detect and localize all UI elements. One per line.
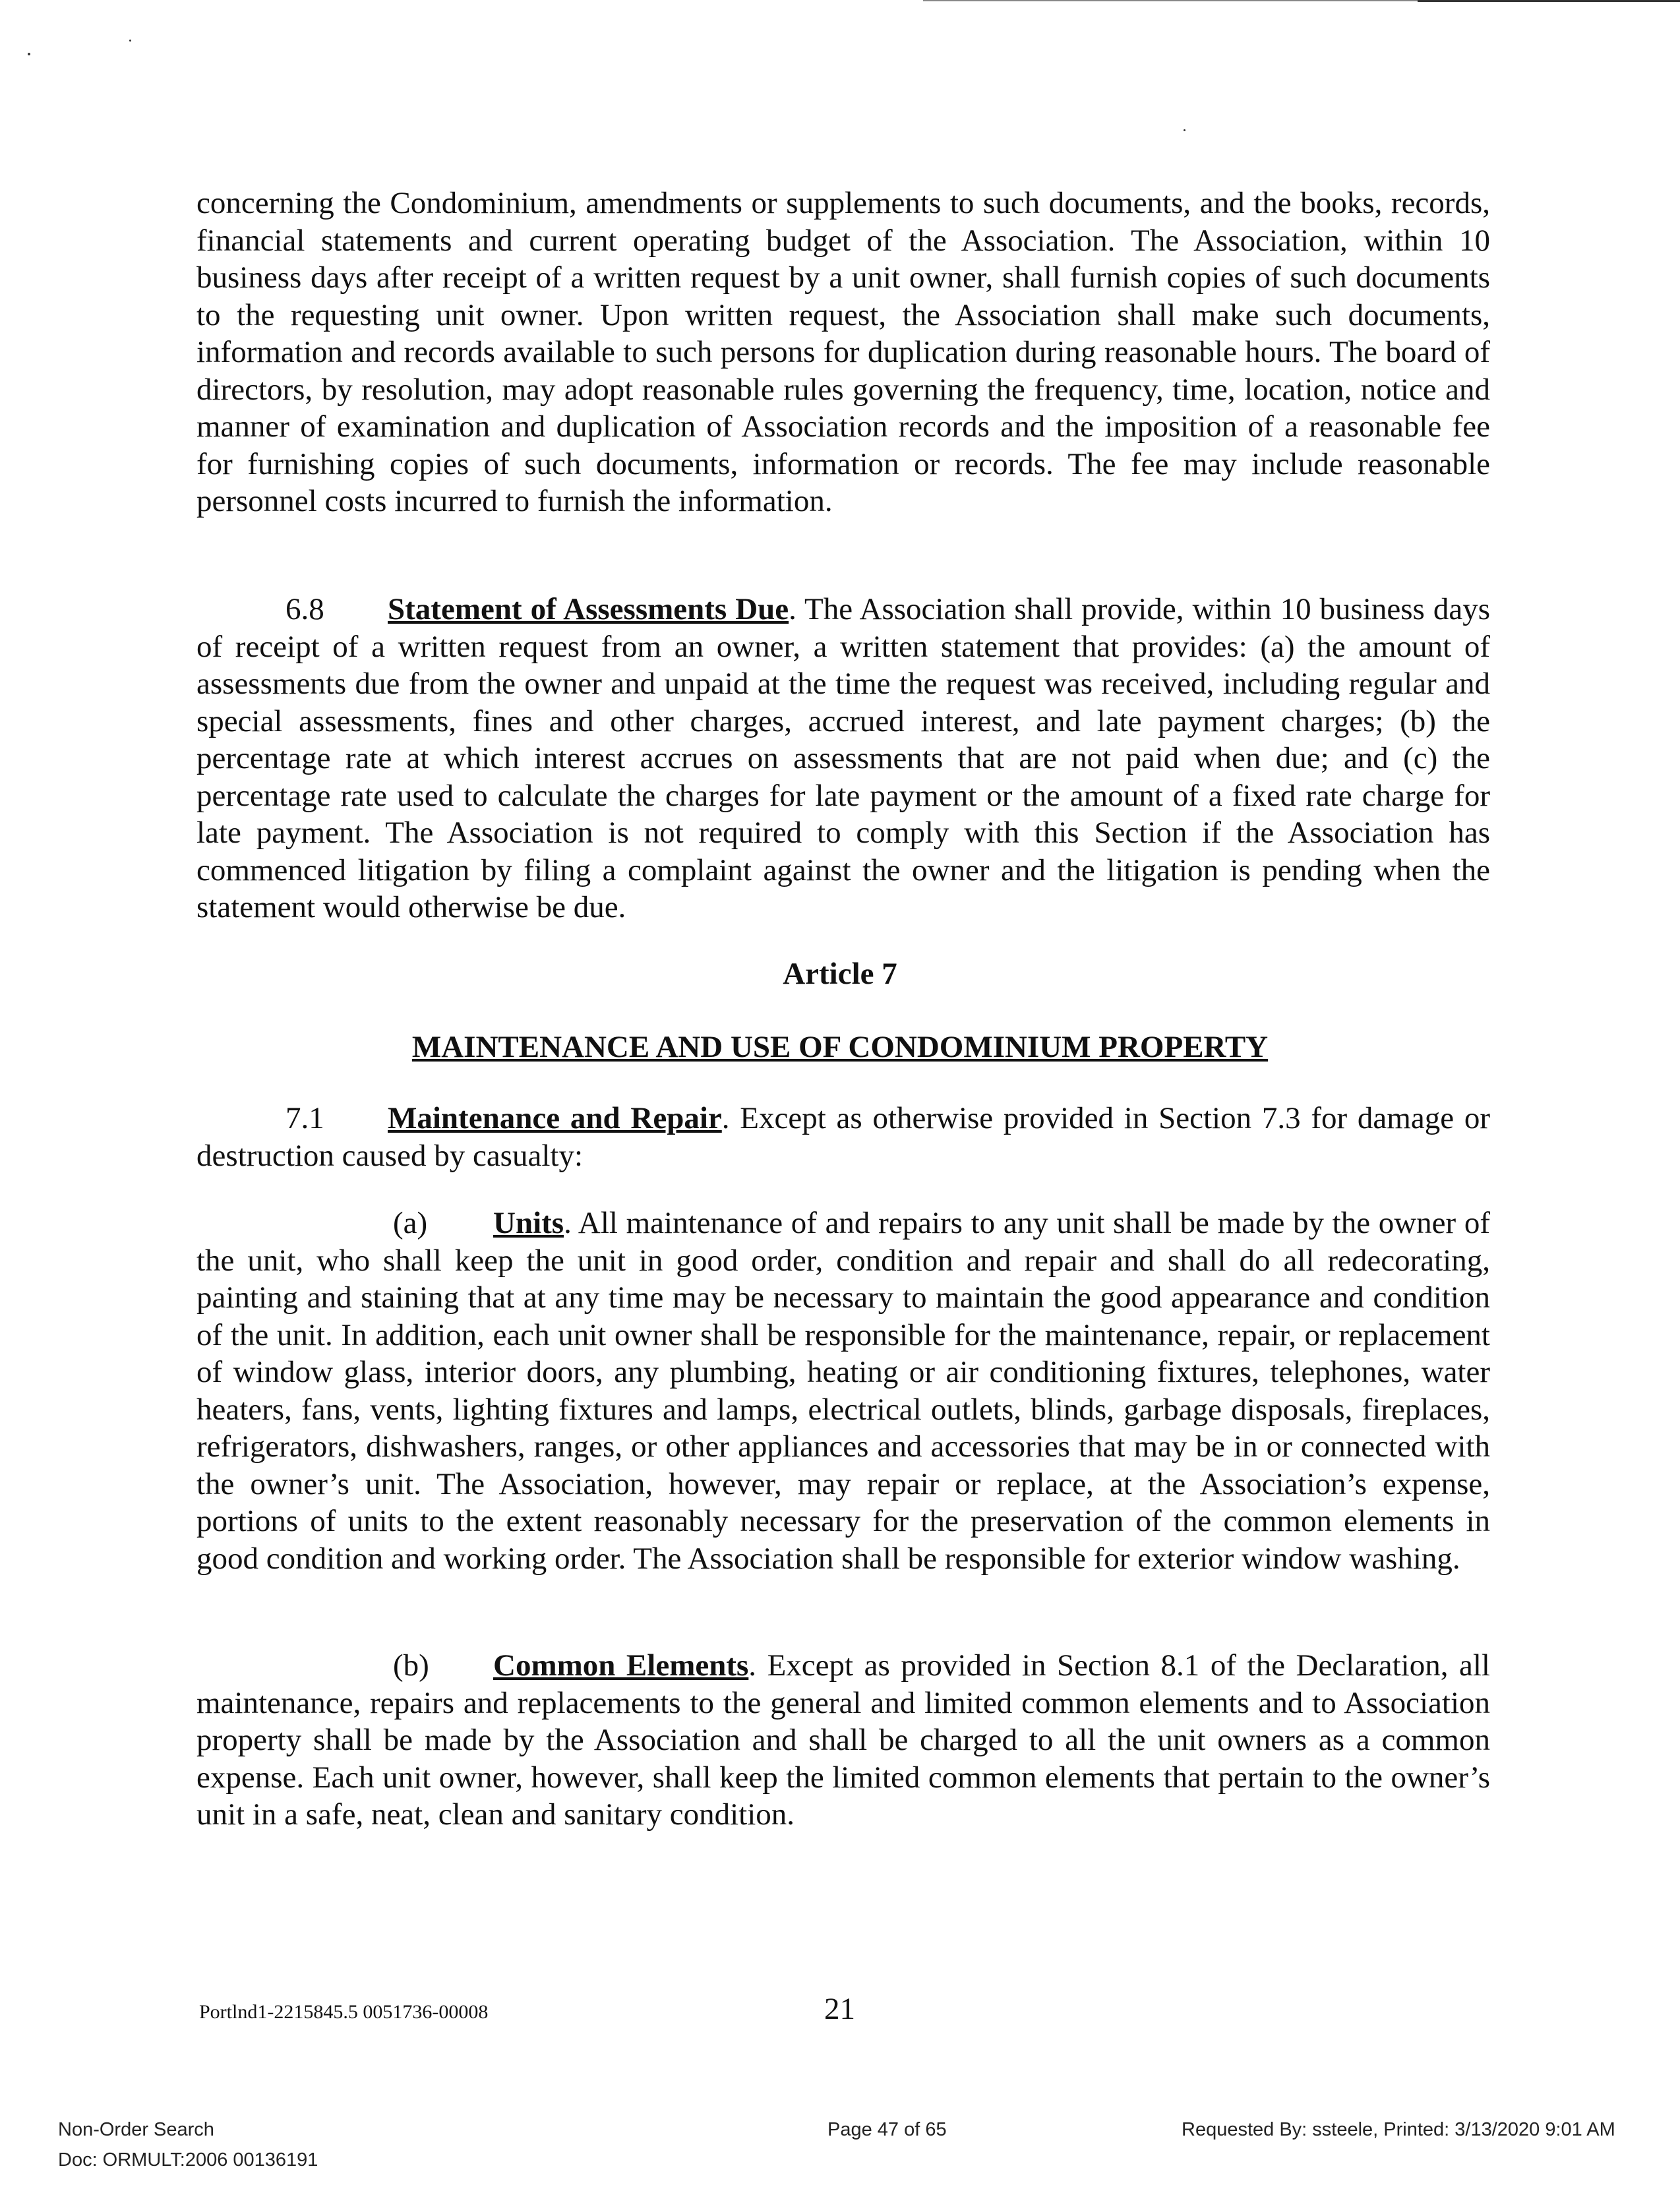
subsection-label: (a) [393,1206,428,1240]
page-number: 21 [824,1992,855,2026]
subsection-text: . Except as provided in Section 8.1 of the Declaration, all maintenance, repairs and replacements to the general and limited common elements and to Association property shall be made by the Association and shall be charged to all the unit owners as a common expense. Each unit owner, however, shall keep the limited common elements that pertain to the owner’s unit in a safe, neat, clean and sanitary condition. [196,1648,1490,1832]
article-title-text: MAINTENANCE AND USE OF CONDOMINIUM PROPERTY [411,1030,1269,1064]
subsection-label: (b) [393,1648,429,1683]
subsection-a [196,1205,1490,1577]
paragraph-continued: concerning the Condominium, amendments or supplements to such documents, and the books, records, financial statements and current operating budget of the Association. The Association, within 10 business days after receipt of a written request by a unit owner, shall furnish copies of such documents to the requesting unit owner. Upon written request, the Association shall make such documents, information and records available to such persons for duplication during reasonable hours. The board of directors, by resolution, may adopt reasonable rules governing the frequency, time, location, notice and manner of examination and duplication of Association records and the imposition of a reasonable fee for furnishing copies of such documents, information or records. The fee may include reasonable personnel costs incurred to furnish the information. [196,186,1490,518]
section-text: . Except as otherwise provided in Section 7.3 for damage or destruction caused by casualty: [196,1101,1490,1173]
subsection-b [196,1647,1490,1834]
section-7-1 [196,1100,1490,1174]
meta-search-type: Non-Order Search [58,2119,214,2140]
scan-artifact-dot [129,40,131,42]
subsection-text: . All maintenance of and repairs to any unit shall be made by the owner of the unit, who shall keep the unit in good order, condition and repair and shall do all redecorating, painting and staining that at any time may be necessary to maintain the good appearance and condition of the unit. In addition, each unit owner shall be responsible for the maintenance, repair, or replacement of window glass, interior doors, any plumbing, heating or air conditioning fixtures, telephones, water heaters, fans, vents, lighting fixtures and lamps, electrical outlets, blinds, garbage disposals, fireplaces, refrigerators, dishwashers, ranges, or other appliances and accessories that may be in or connected with the owner’s unit. The Association, however, may repair or replace, at the Association’s expense, portions of units to the extent reasonably necessary for the preservation of the common elements in good condition and working order. The Association shall be responsible for exterior window washing. [196,1206,1490,1576]
subsection-title: Common Elements [493,1648,749,1683]
article-title [0,1029,1680,1065]
section-title: Maintenance and Repair [388,1101,722,1135]
scan-artifact-dot [28,53,30,55]
meta-doc-id: Doc: ORMULT:2006 00136191 [58,2149,318,2171]
scan-artifact-line-dark [1418,0,1680,2]
document-id: Portlnd1-2215845.5 0051736-00008 [199,2001,489,2023]
meta-requested-by: Requested By: ssteele, Printed: 3/13/2020 9:01 AM [1182,2119,1615,2140]
section-title: Statement of Assessments Due [388,592,789,626]
section-number: 7.1 [285,1101,324,1135]
subsection-title: Units [493,1206,564,1240]
section-number: 6.8 [285,592,324,626]
scan-artifact-dot [1184,129,1185,131]
article-number: Article 7 [783,957,897,991]
section-text: . The Association shall provide, within 10 business days of receipt of a written request from an owner, a written statement that provides: (a) the amount of assessments due from the owner and unpaid at the time the request was received, including regular and special assessments, fines and other charges, accrued interest, and late payment charges; (b) the percentage rate at which interest accrues on assessments that are not paid when due; and (c) the percentage rate used to calculate the charges for late payment or the amount of a fixed rate charge for late payment. The Association is not required to comply with this Section if the Association has commenced litigation by filing a complaint against the owner and the litigation is pending when the statement would otherwise be due. [196,592,1490,924]
section-6-8 [196,591,1490,926]
meta-page-count: Page 47 of 65 [827,2119,947,2140]
